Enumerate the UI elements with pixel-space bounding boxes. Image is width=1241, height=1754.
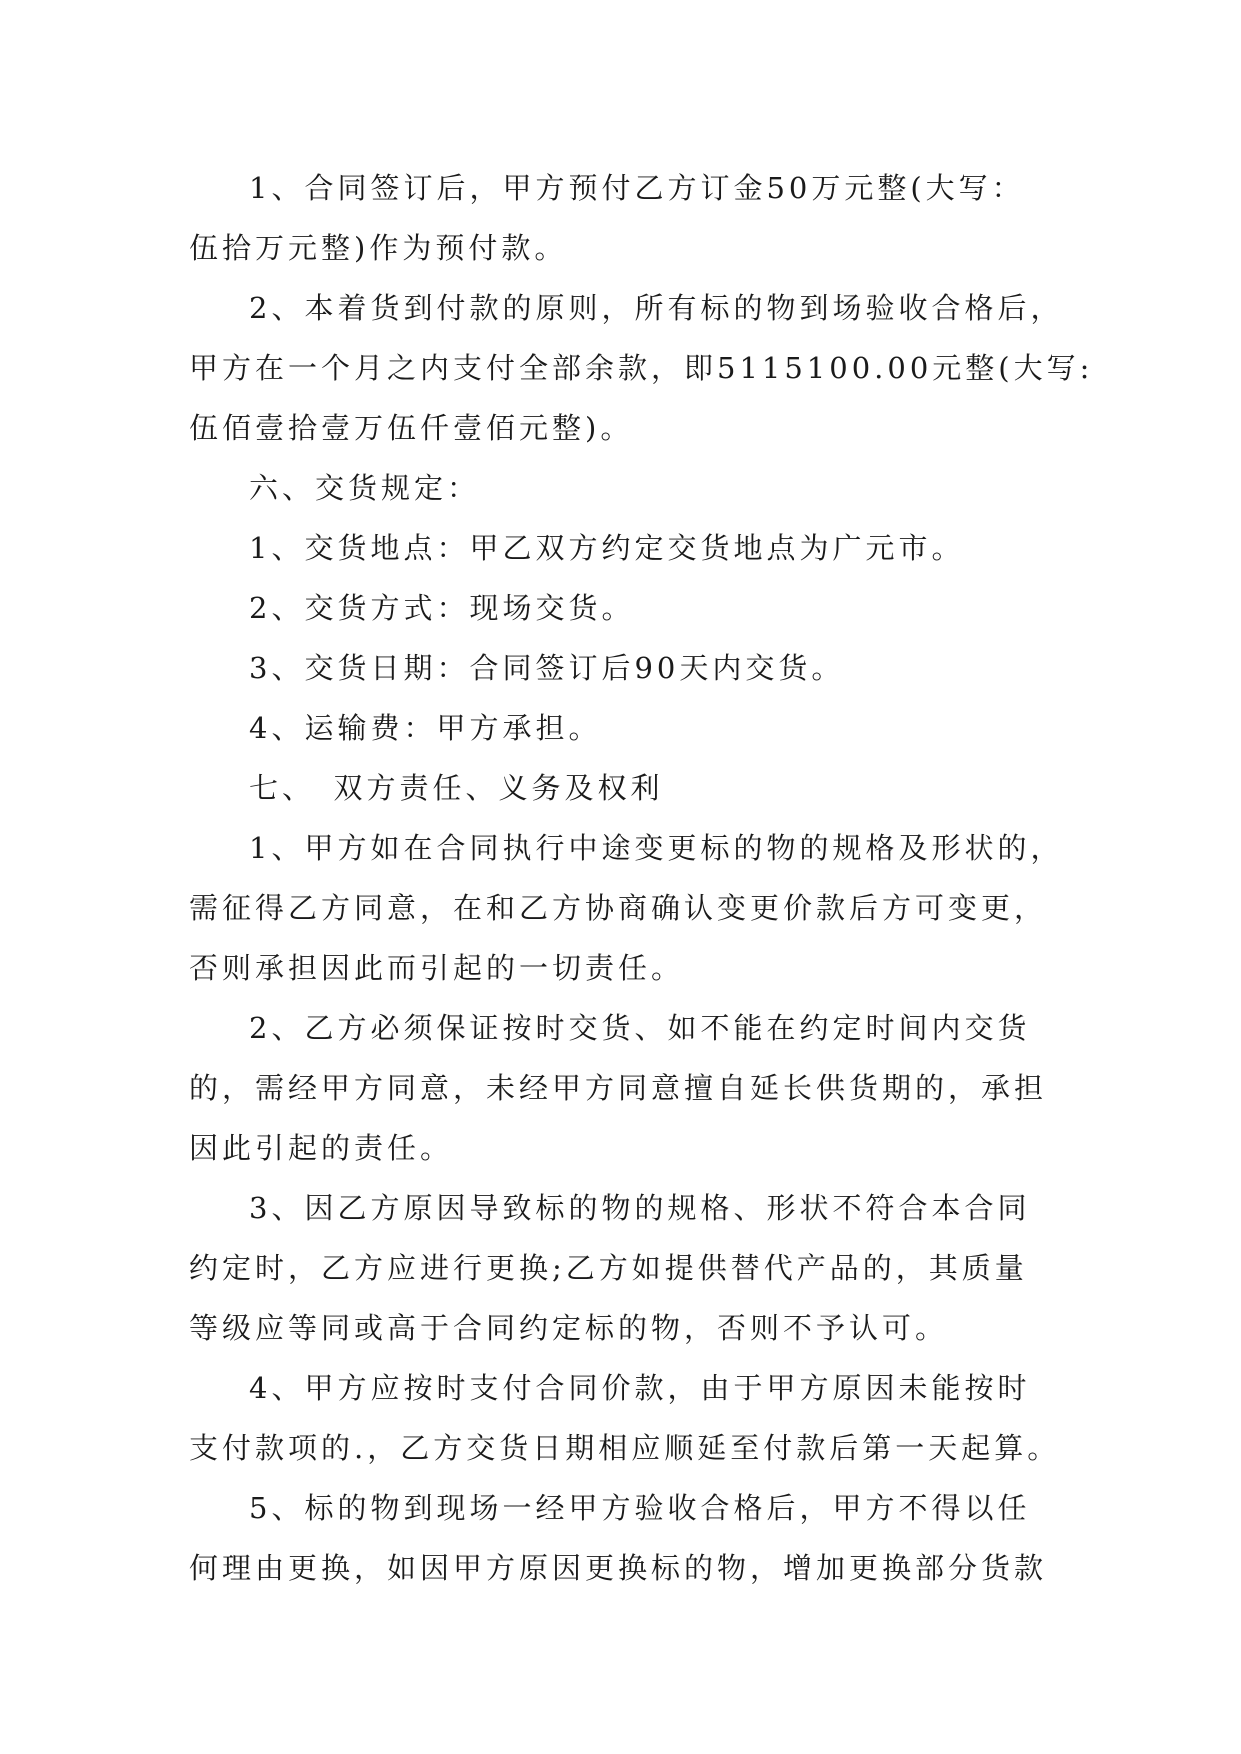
- clause-7-3-line-1: 3、因乙方原因导致标的物的规格、形状不符合本合同: [249, 1191, 1031, 1225]
- clause-7-4-line-2: 支付款项的.，乙方交货日期相应顺延至付款后第一天起算。: [189, 1431, 1061, 1465]
- clause-6-3: 3、交货日期：合同签订后90天内交货。: [249, 651, 845, 685]
- clause-7-1-line-3: 否则承担因此而引起的一切责任。: [189, 951, 685, 985]
- clause-5-1-line-2: 伍拾万元整)作为预付款。: [189, 231, 568, 265]
- clause-6-1: 1、交货地点：甲乙双方约定交货地点为广元市。: [249, 531, 965, 565]
- clause-6-2: 2、交货方式：现场交货。: [249, 591, 635, 625]
- section-heading-delivery: 六、交货规定：: [249, 471, 481, 505]
- clause-7-2-line-1: 2、乙方必须保证按时交货、如不能在约定时间内交货: [249, 1011, 1031, 1045]
- document-body: [189, 158, 1094, 1598]
- clause-7-2-line-2: 的，需经甲方同意，未经甲方同意擅自延长供货期的，承担: [189, 1071, 1048, 1105]
- clause-7-3-line-2: 约定时，乙方应进行更换;乙方如提供替代产品的，其质量: [189, 1251, 1028, 1285]
- clause-7-4-line-1: 4、甲方应按时支付合同价款，由于甲方原因未能按时: [249, 1371, 1031, 1405]
- clause-7-3-line-3: 等级应等同或高于合同约定标的物，否则不予认可。: [189, 1311, 949, 1345]
- clause-6-4: 4、运输费：甲方承担。: [249, 711, 602, 745]
- clause-5-2-line-1: 2、本着货到付款的原则，所有标的物到场验收合格后，: [249, 291, 1064, 325]
- clause-5-2-line-2: 甲方在一个月之内支付全部余款，即5115100.00元整(大写:: [189, 351, 1094, 385]
- clause-7-5-line-2: 何理由更换，如因甲方原因更换标的物，增加更换部分货款: [189, 1551, 1048, 1585]
- clause-7-1-line-1: 1、甲方如在合同执行中途变更标的物的规格及形状的，: [249, 831, 1064, 865]
- clause-7-5-line-1: 5、标的物到现场一经甲方验收合格后，甲方不得以任: [249, 1491, 1031, 1525]
- section-heading-responsibilities: 七、 双方责任、义务及权利: [249, 771, 664, 805]
- clause-7-1-line-2: 需征得乙方同意，在和乙方协商确认变更价款后方可变更，: [189, 891, 1048, 925]
- clause-5-1-line-1: 1、合同签订后，甲方预付乙方订金50万元整(大写：: [249, 171, 1025, 205]
- clause-7-2-line-3: 因此引起的责任。: [189, 1131, 454, 1165]
- clause-5-2-line-3: 伍佰壹拾壹万伍仟壹佰元整)。: [189, 411, 634, 445]
